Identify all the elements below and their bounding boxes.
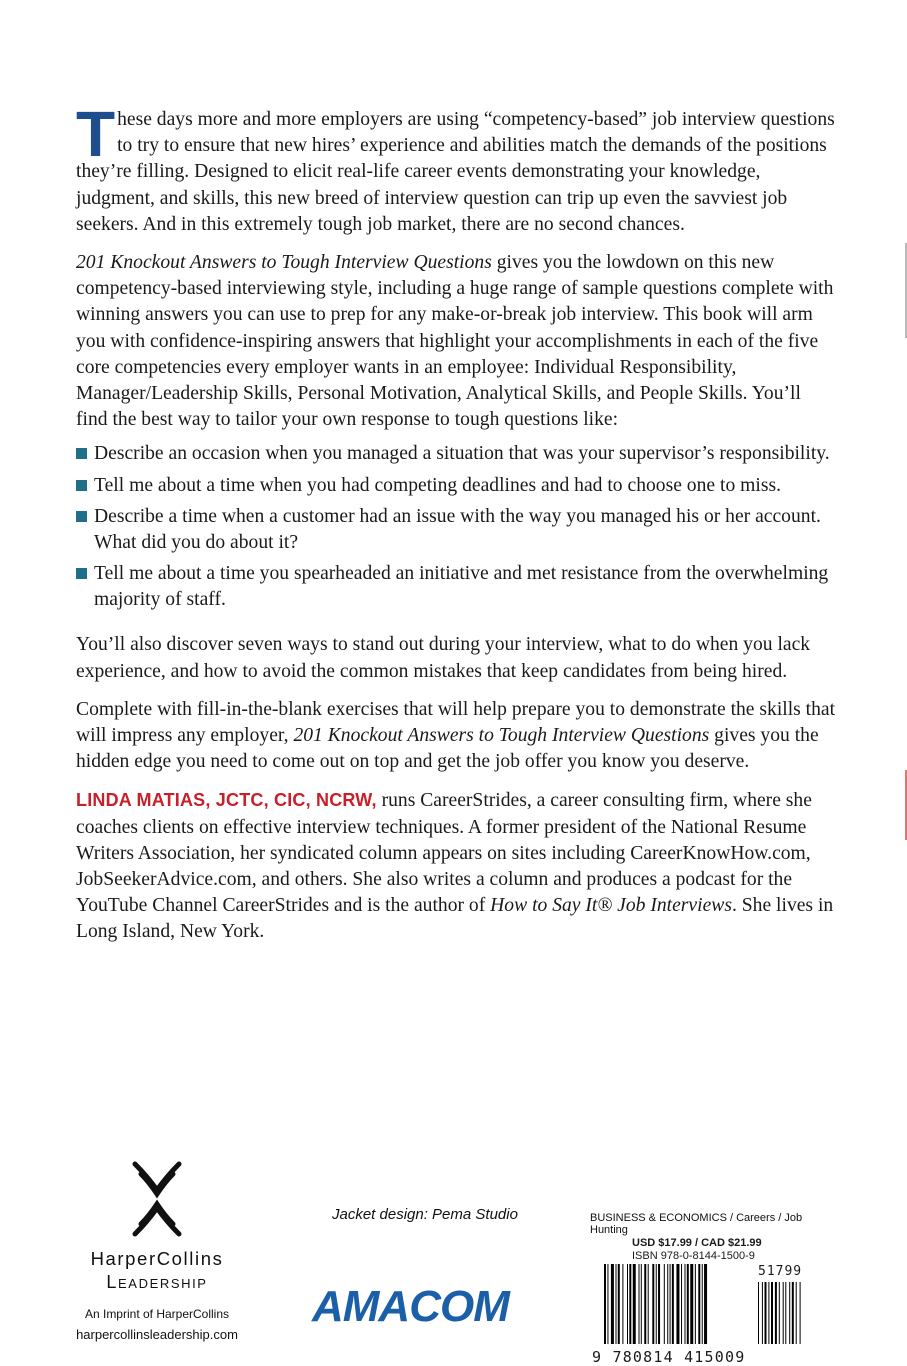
barcode-addon-bar (775, 1282, 777, 1344)
barcode-bar (652, 1264, 654, 1344)
barcode-addon-bar (789, 1282, 790, 1344)
list-item: Describe a time when a customer had an issue with the way you managed his or her account. What did you do about it? (76, 504, 836, 555)
author-bio: LINDA MATIAS, JCTC, CIC, NCRW, runs CareerStrides, a career consulting firm, where she coaches clients on effective interview techniques. A former president of the National Resume Writers Association, her syndicated column appears on sites including CareerKnowHow.com, JobSeekerAdvice.com, and others. She also writes a column and produces a podcast for the YouTube Channel CareerStrides and is the author of How to Say It® Job Interviews. She lives in Long Island, New York. (76, 790, 834, 943)
barcode-bar (607, 1264, 608, 1344)
square-bullet-icon (76, 511, 87, 522)
square-bullet-icon (76, 568, 87, 579)
barcode-addon-bar (771, 1282, 773, 1344)
barcode-addon-number: 51799 (758, 1264, 803, 1279)
barcode-addon-bar (783, 1282, 784, 1344)
barcode-bar (672, 1264, 674, 1344)
amacom-logo: AMACOM (312, 1282, 509, 1331)
barcode-bar (690, 1264, 693, 1344)
barcode-addon-bar (792, 1282, 794, 1344)
barcode-bar (704, 1264, 707, 1344)
price-line: USD $17.99 / CAD $21.99 (632, 1237, 762, 1249)
barcode-block (590, 1212, 840, 1366)
isbn-line: ISBN 978-0-8144-1500-9 (632, 1250, 755, 1262)
barcode-addon-bar (785, 1282, 786, 1344)
barcode-bar (616, 1264, 617, 1344)
barcode-bar (611, 1264, 614, 1344)
barcode-bar (695, 1264, 696, 1344)
barcode-bar (702, 1264, 703, 1344)
square-bullet-icon (76, 480, 87, 491)
discover-paragraph: You’ll also discover seven ways to stand out during your interview, what to do when you lack experience, and how to avoid the common mistakes that keep candidates from being hired. (76, 634, 811, 682)
barcode-bar (618, 1264, 620, 1344)
barcode-addon-bar (800, 1282, 801, 1344)
barcode-addon-bar (762, 1282, 763, 1344)
publisher-logo-block (52, 1160, 262, 1342)
imprint-line: An Imprint of HarperCollins (84, 1307, 230, 1321)
barcode-bar (627, 1264, 628, 1344)
barcode-bar (658, 1264, 660, 1344)
list-item: Tell me about a time when you had competing deadlines and had to choose one to miss. (76, 473, 836, 499)
barcode-bar (648, 1264, 649, 1344)
barcode-bar (622, 1264, 623, 1344)
jacket-credit: Jacket design: Pema Studio (332, 1206, 518, 1223)
square-bullet-icon (76, 448, 87, 459)
summary-paragraph: 201 Knockout Answers to Tough Interview Questions gives you the lowdown on this new competency-based interviewing style, including a huge range of sample questions complete with winning answers you can use to prep for any make-or-break job interview. This book will arm you with confidence-inspiring answers that highlight your accomplishments in each of the five core competencies every employer wants in an employee: Individual Responsibility, Manager/Leadership Skills, Personal Motivation, Analytical Skills, and People Skills. You’ll find the best way to tailor your own response to tough questions like: (76, 252, 834, 431)
barcode-bar (676, 1264, 679, 1344)
barcode-bar (629, 1264, 631, 1344)
barcode-bar (670, 1264, 671, 1344)
barcode-bar (641, 1264, 642, 1344)
barcode-addon-bar (765, 1282, 767, 1344)
category-line: BUSINESS & ECONOMICS / Careers / Job Hunting (590, 1212, 803, 1236)
barcode-bar (633, 1264, 636, 1344)
publisher-name: HarperCollins (90, 1248, 224, 1269)
intro-paragraph: These days more and more employers are using “competency-based” job interview questions to try to ensure that new hires’ experience and abilities match the demands of the positions they’re filling. Designed to elicit real-life career events demonstrating your knowledge, judgment, and skills, this new breed of interview question can trip up even the savviest job seekers. And in this extremely tough job market, there are no second chances. (76, 98, 835, 235)
barcode-number: 9 780814 415009 (592, 1348, 746, 1366)
closing-paragraph: Complete with fill-in-the-blank exercises that will help prepare you to demonstrate the skills that will impress any employer, 201 Knockout Answers to Tough Interview Questions gives you the hidden edge you need to come out on top and get the job offer you know you deserve. (76, 698, 836, 773)
book-title: 201 Knockout Answers to Tough Interview Questions (293, 725, 710, 747)
barcode-addon-bar (796, 1282, 797, 1344)
list-item: Tell me about a time you spearheaded an initiative and met resistance from the overwhelming majority of staff. (76, 561, 836, 612)
barcode-bar (604, 1264, 606, 1344)
drop-cap: T (76, 98, 116, 170)
barcode-bar (667, 1264, 668, 1344)
author-name: LINDA MATIAS, JCTC, CIC, NCRW, (76, 790, 377, 811)
barcode-bar (698, 1264, 700, 1344)
barcode-bar (687, 1264, 689, 1344)
barcode-addon-bar (779, 1282, 780, 1344)
question-list (76, 441, 836, 612)
publisher-sub: Leadership (106, 1272, 208, 1292)
list-item: Describe an occasion when you managed a situation that was your supervisor’s responsibility. (76, 441, 836, 467)
barcode-icon (590, 1264, 840, 1348)
barcode-bar (681, 1264, 682, 1344)
barcode-bar (664, 1264, 665, 1344)
barcode-bar (644, 1264, 646, 1344)
barcode-bar (685, 1264, 686, 1344)
author-book-title: How to Say It® Job Interviews (490, 895, 732, 917)
publisher-url: harpercollinsleadership.com (76, 1327, 238, 1342)
harpercollins-fire-and-water-icon (125, 1160, 189, 1238)
book-title: 201 Knockout Answers to Tough Interview Questions (76, 252, 492, 274)
barcode-addon-bar (768, 1282, 769, 1344)
back-cover-text (76, 98, 836, 958)
barcode-addon-bar (758, 1282, 759, 1344)
barcode-bar (656, 1264, 657, 1344)
barcode-bar (639, 1264, 640, 1344)
barcode (590, 1264, 840, 1366)
